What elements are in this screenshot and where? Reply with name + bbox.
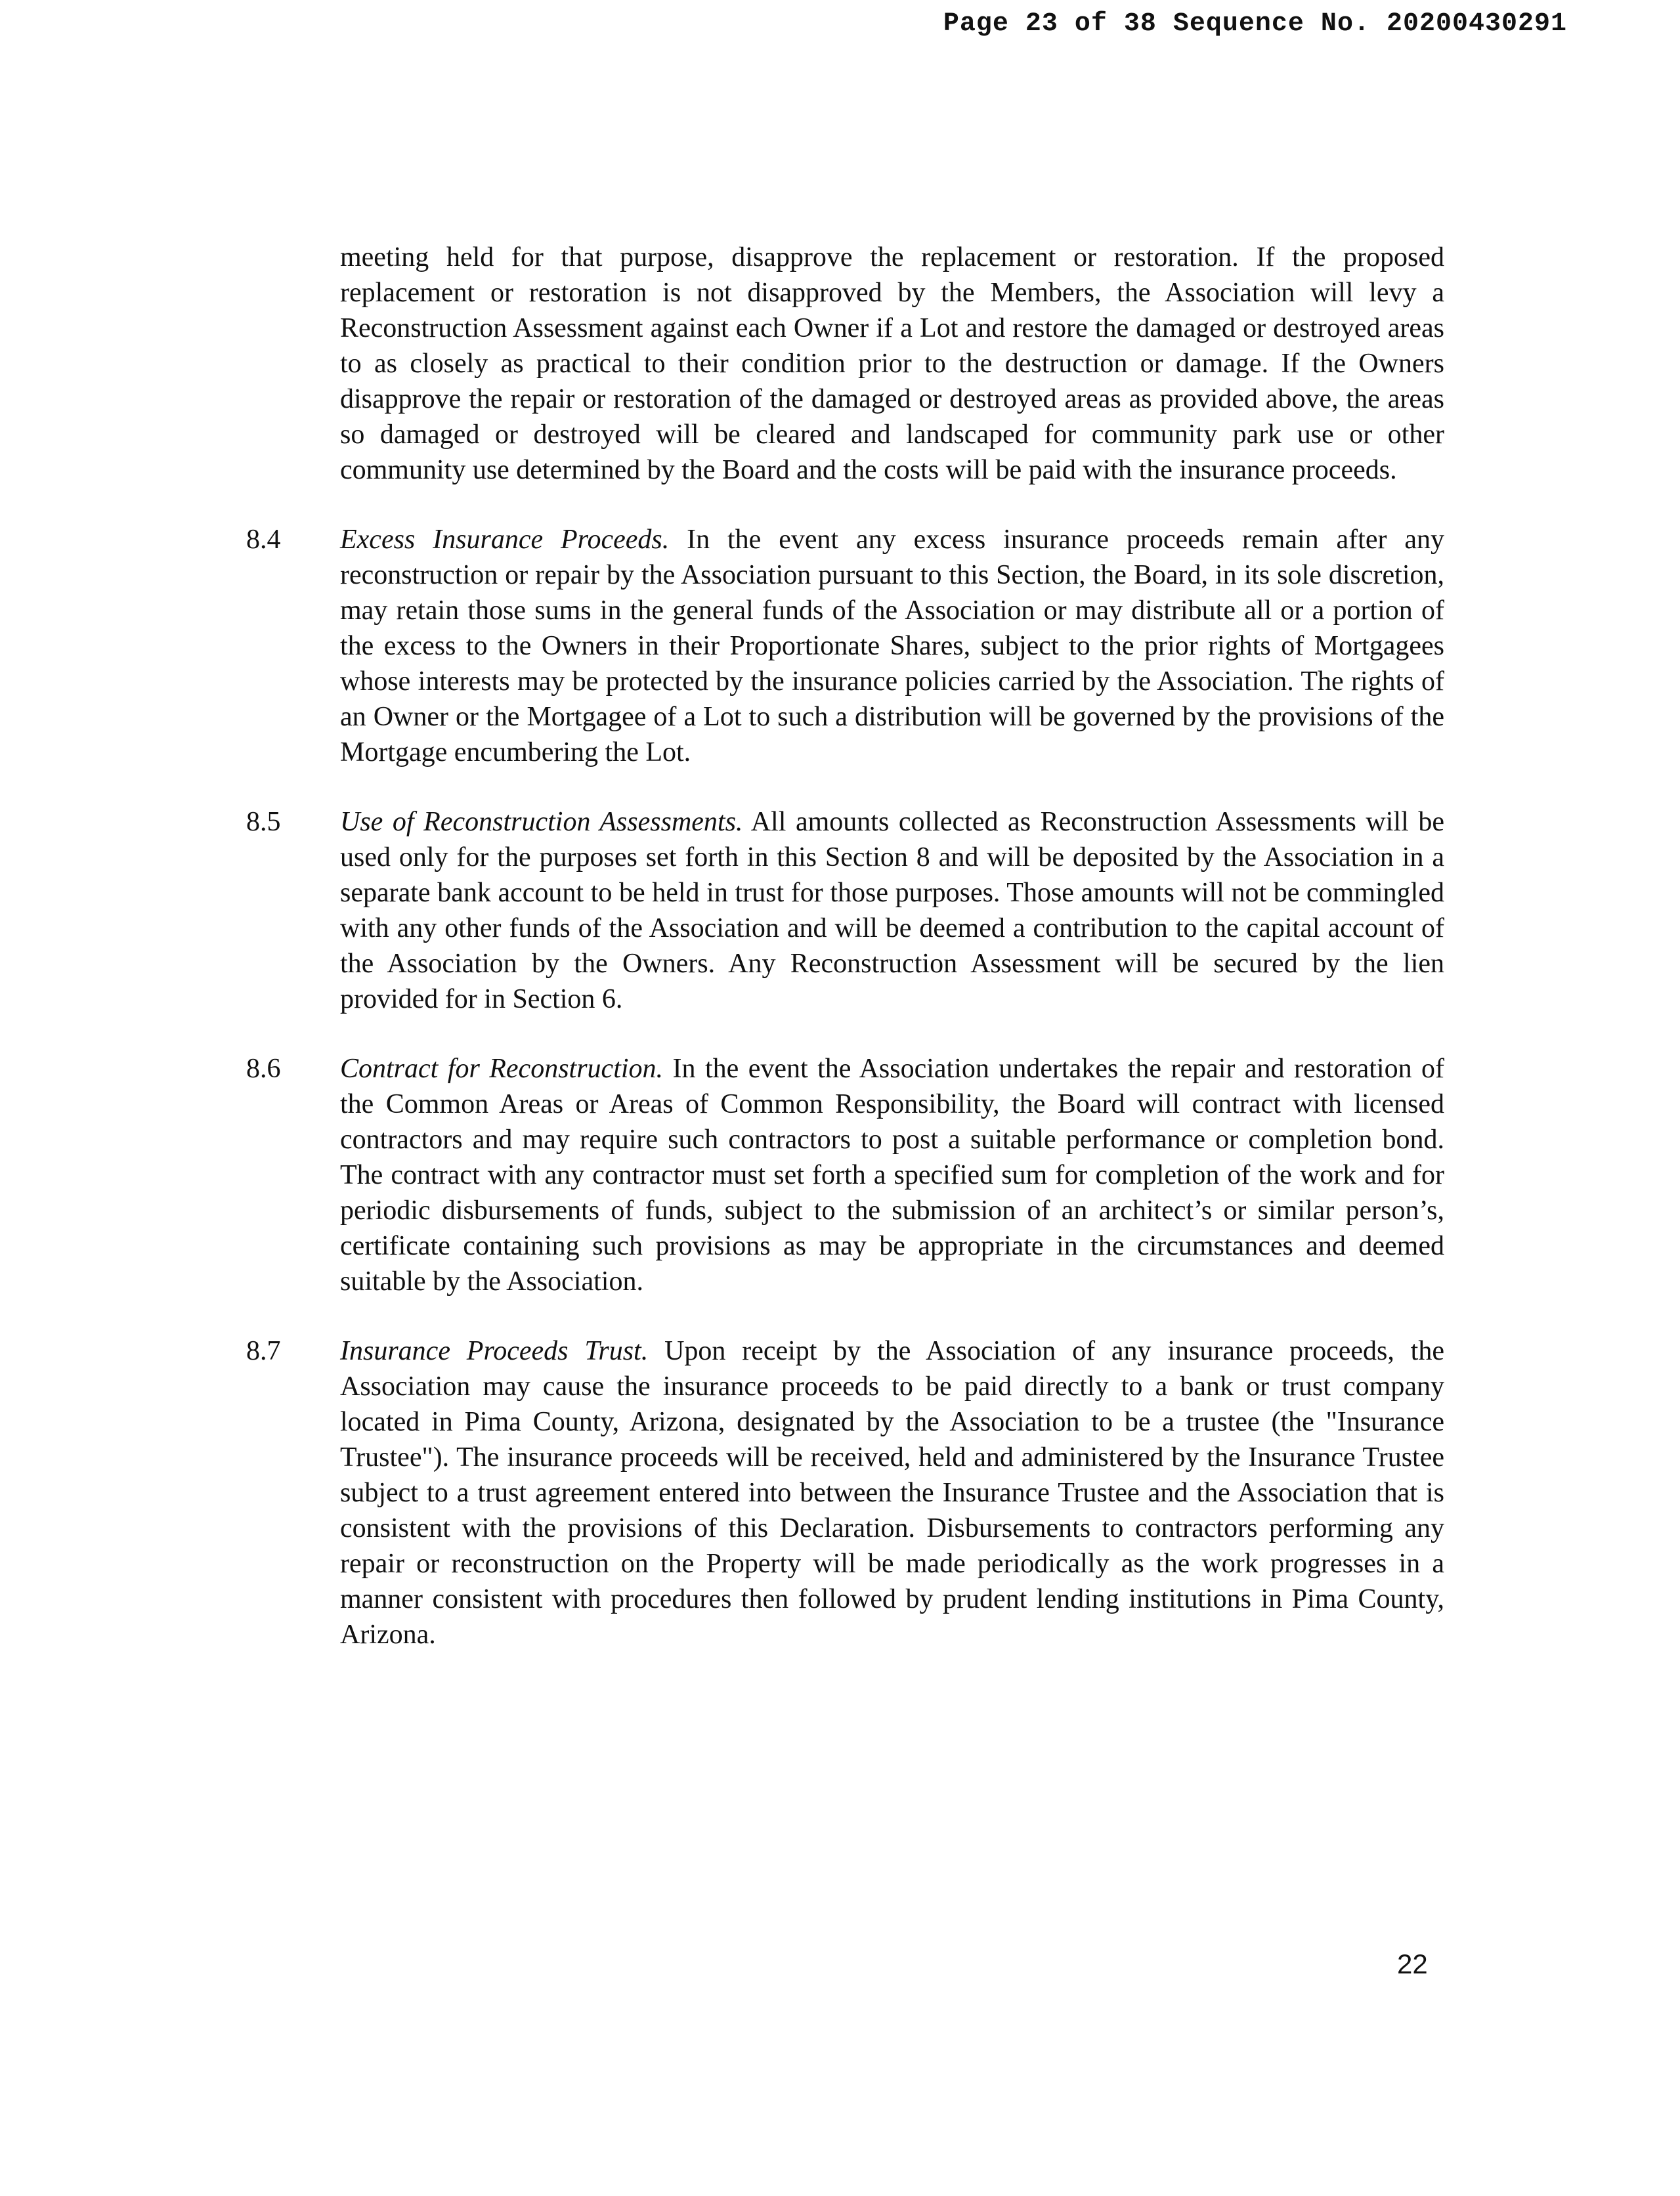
section-number: 8.7 [246, 1336, 281, 1366]
section-title: Contract for Reconstruction. [340, 1054, 664, 1084]
page-sequence-header: Page 23 of 38 Sequence No. 20200430291 [943, 9, 1567, 39]
section-body [340, 804, 1444, 1017]
section-8-6 [246, 1051, 1444, 1299]
document-body [246, 240, 1444, 1652]
section-body [340, 522, 1444, 770]
section-body [340, 1051, 1444, 1299]
section-8-7 [246, 1333, 1444, 1652]
section-8-4 [246, 522, 1444, 770]
section-title: Excess Insurance Proceeds. [340, 525, 670, 555]
section-text: All amounts collected as Reconstruction Assessments will be used only for the purposes set forth in this Section 8 and will be deposited by the Association in a separate bank account to be held in trust for those purposes. Those amounts will not be commingled with any other funds of the Association and will be deemed a contribution to the capital account of the Association by the Owners. Any Reconstruction Assessment will be secured by the lien provided for in Section 6. [340, 807, 1445, 1014]
intro-paragraph: meeting held for that purpose, disapprove the replacement or restoration. If the proposed replacement or restoration is not disapproved by the Members, the Association will levy a Reconstruction Assessment against each Owner if a Lot and restore the damaged or destroyed areas to as closely as practical to their condition prior to the destruction or damage. If the Owners disapprove the repair or restoration of the damaged or destroyed areas as provided above, the areas so damaged or destroyed will be cleared and landscaped for community park use or other community use determined by the Board and the costs will be paid with the insurance proceeds. [340, 242, 1444, 485]
section-title: Use of Reconstruction Assessments. [340, 807, 743, 837]
section-number: 8.6 [246, 1054, 281, 1084]
page-number: 22 [1397, 1948, 1428, 1979]
section-number: 8.5 [246, 807, 281, 837]
section-8-5 [246, 804, 1444, 1017]
section-text: In the event any excess insurance proceeds remain after any reconstruction or repair by the Association pursuant to this Section, the Board, in its sole discretion, may retain those sums in the general funds of the Association or may distribute all or a portion of the excess to the Owners in their Proportionate Shares, subject to the prior rights of Mortgagees whose interests may be protected by the insurance policies carried by the Association. The rights of an Owner or the Mortgagee of a Lot to such a distribution will be governed by the provisions of the Mortgage encumbering the Lot. [340, 525, 1444, 767]
section-body [340, 1333, 1444, 1652]
section-text: In the event the Association undertakes the repair and restoration of the Common Areas or Areas of Common Responsibility, the Board will contract with licensed contractors and may require such contractors to post a suitable performance or completion bond. The contract with any contractor must set forth a specified sum for completion of the work and for periodic disbursements of funds, subject to the submission of an architect’s or similar person’s, certificate containing such provisions as may be appropriate in the circumstances and deemed suitable by the Association. [340, 1054, 1445, 1297]
section-title: Insurance Proceeds Trust. [340, 1336, 649, 1366]
section-text: Upon receipt by the Association of any insurance proceeds, the Association may cause the insurance proceeds to be paid directly to a bank or trust company located in Pima County, Arizona, designated by the Association to be a trustee (the "Insurance Trustee"). The insurance proceeds will be received, held and administered by the Insurance Trustee subject to a trust agreement entered into between the Insurance Trustee and the Association that is consistent with the provisions of this Declaration. Disbursements to contractors performing any repair or reconstruction on the Property will be made periodically as the work progresses in a manner consistent with procedures then followed by prudent lending institutions in Pima County, Arizona. [340, 1336, 1444, 1650]
section-number: 8.4 [246, 525, 281, 555]
